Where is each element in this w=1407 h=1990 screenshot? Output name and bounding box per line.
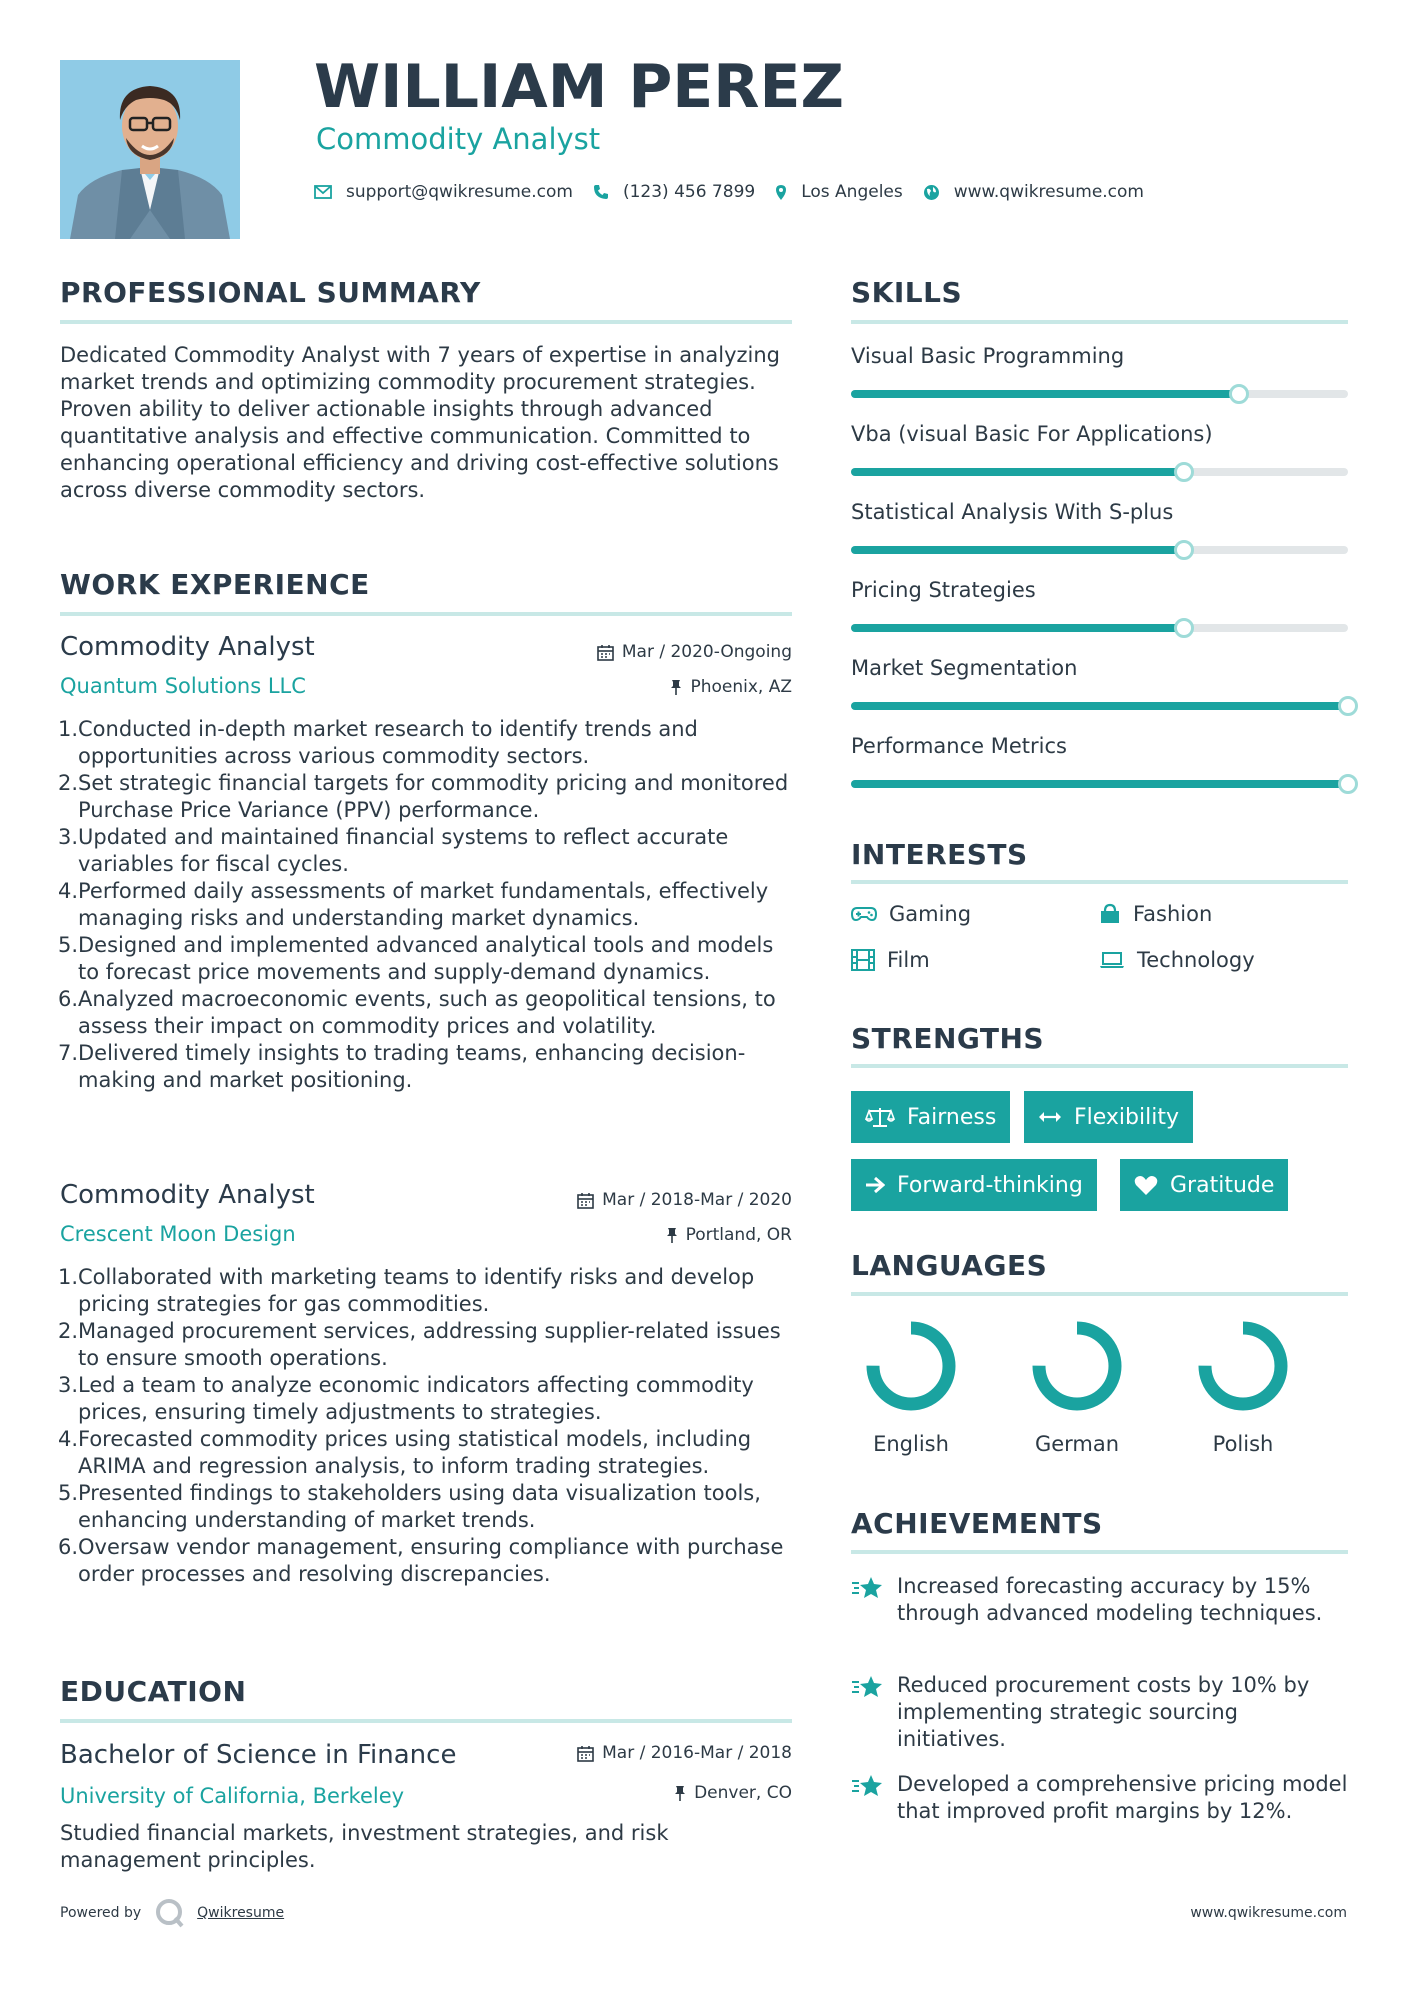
skill-label: Visual Basic Programming xyxy=(851,344,1125,368)
skill-label: Vba (visual Basic For Applications) xyxy=(851,422,1213,446)
skill-handle[interactable] xyxy=(1229,384,1249,404)
shooting-star-icon xyxy=(851,1674,883,1700)
skill-fill xyxy=(851,624,1184,632)
summary-text: Dedicated Commodity Analyst with 7 years of expertise in analyzing market trends and optimizing commodity procurement strategies. Proven ability to deliver actionable insights through advanced quantitative analysis and effective communication. Committed to enhancing operational efficiency and driving cost-effective solutions across diverse commodity sectors. xyxy=(60,343,780,502)
achievement-text: Increased forecasting accuracy by 15% through advanced modeling techniques. xyxy=(897,1574,1323,1625)
list-item: 4. Performed daily assessments of market fundamentals, effectively managing risks and understanding market dynamics. xyxy=(58,879,769,930)
skill-handle[interactable] xyxy=(1174,540,1194,560)
candidate-title: Commodity Analyst xyxy=(316,122,601,156)
skill-bar xyxy=(851,624,1348,632)
strength-badge-fairness xyxy=(851,1091,1010,1143)
list-item: 6. Analyzed macroeconomic events, such as geopolitical tensions, to assess their impact on commodity prices and volatility. xyxy=(58,987,776,1038)
laptop-icon xyxy=(1099,951,1125,969)
list-item: 5. Presented findings to stakeholders using data visualization tools, enhancing understanding of market trends. xyxy=(58,1481,761,1532)
interest-label: Fashion xyxy=(1133,902,1213,926)
achievement-item xyxy=(851,1771,1348,1825)
strength-badge-flexibility xyxy=(1024,1091,1193,1143)
skill-bar xyxy=(851,702,1348,710)
education-divider xyxy=(60,1719,792,1723)
job-2-title: Commodity Analyst xyxy=(60,1180,315,1210)
education-school: University of California, Berkeley xyxy=(60,1784,405,1808)
education-description: Studied financial markets, investment strategies, and risk management principles. xyxy=(60,1821,669,1872)
shooting-star-icon xyxy=(851,1773,883,1799)
job-1-location-text: Phoenix, AZ xyxy=(690,677,792,697)
education-location xyxy=(674,1783,792,1803)
skill-label: Market Segmentation xyxy=(851,656,1078,680)
globe-icon xyxy=(923,184,940,201)
list-item: 1. Conducted in-depth market research to identify trends and opportunities across various commodity sectors. xyxy=(58,717,698,768)
location-text: Los Angeles xyxy=(801,182,903,202)
job-2-dates-text: Mar / 2018-Mar / 2020 xyxy=(602,1190,792,1210)
strength-label: Fairness xyxy=(907,1104,997,1130)
shooting-star-icon xyxy=(851,1575,883,1601)
summary-divider xyxy=(60,320,792,324)
email-text: support@qwikresume.com xyxy=(346,182,573,202)
gamepad-icon xyxy=(851,906,877,922)
job-2-location-text: Portland, OR xyxy=(685,1225,792,1245)
education-dates-text: Mar / 2016-Mar / 2018 xyxy=(602,1743,792,1763)
skill-handle[interactable] xyxy=(1338,774,1358,794)
calendar-icon xyxy=(577,1192,594,1209)
qwikresume-logo-icon xyxy=(155,1898,185,1928)
languages-divider xyxy=(851,1292,1348,1296)
contact-location xyxy=(775,182,903,202)
candidate-name: WILLIAM PEREZ xyxy=(314,52,844,122)
achievements-heading: ACHIEVEMENTS xyxy=(851,1507,1103,1540)
experience-heading: WORK EXPERIENCE xyxy=(60,568,370,601)
map-marker-icon xyxy=(775,184,787,201)
job-1-dates xyxy=(597,642,792,662)
job-1-location xyxy=(670,677,792,697)
list-item: 2. Set strategic financial targets for commodity pricing and monitored Purchase Price Variance (PPV) performance. xyxy=(58,771,789,822)
language-ring xyxy=(1029,1318,1125,1414)
interest-item-fashion xyxy=(1099,902,1212,926)
education-heading: EDUCATION xyxy=(60,1675,247,1708)
strengths-heading: STRENGTHS xyxy=(851,1022,1045,1055)
strength-label: Flexibility xyxy=(1074,1104,1179,1130)
list-item: 3. Updated and maintained financial systems to reflect accurate variables for fiscal cycles. xyxy=(58,825,729,876)
interests-heading: INTERESTS xyxy=(851,838,1028,871)
education-degree: Bachelor of Science in Finance xyxy=(60,1740,457,1770)
interests-divider xyxy=(851,880,1348,884)
language-progress-arc xyxy=(1205,1328,1281,1404)
language-item-german xyxy=(1017,1318,1137,1456)
interest-item-technology xyxy=(1099,948,1255,972)
contact-website[interactable] xyxy=(923,182,1144,202)
language-progress-arc xyxy=(873,1328,949,1404)
job-1-dates-text: Mar / 2020-Ongoing xyxy=(621,642,792,662)
job-2-location xyxy=(666,1225,792,1245)
job-1-company: Quantum Solutions LLC xyxy=(60,674,306,698)
list-item: 4. Forecasted commodity prices using statistical models, including ARIMA and regression analysis, to inform trading strategies. xyxy=(58,1427,752,1478)
phone-icon xyxy=(593,184,609,200)
film-icon xyxy=(851,949,875,971)
skill-handle[interactable] xyxy=(1338,696,1358,716)
language-ring xyxy=(1195,1318,1291,1414)
heart-icon xyxy=(1134,1175,1158,1196)
footer-url[interactable]: www.qwikresume.com xyxy=(1190,1905,1347,1921)
contact-phone[interactable] xyxy=(593,182,755,202)
job-1-items xyxy=(60,716,800,1094)
phone-text: (123) 456 7899 xyxy=(622,182,756,202)
skills-heading: SKILLS xyxy=(851,276,963,309)
list-item: 3. Led a team to analyze economic indicators affecting commodity prices, ensuring timely adjustments to strategies. xyxy=(58,1373,754,1424)
language-label: German xyxy=(1034,1432,1120,1456)
envelope-icon xyxy=(314,185,332,199)
language-item-polish xyxy=(1183,1318,1303,1456)
job-2-dates xyxy=(577,1190,792,1210)
experience-divider xyxy=(60,612,792,616)
achievement-text: Developed a comprehensive pricing model that improved profit margins by 12%. xyxy=(897,1772,1348,1823)
pin-icon xyxy=(666,1227,678,1244)
skills-divider xyxy=(851,320,1348,324)
interest-label: Gaming xyxy=(889,902,972,926)
skill-bar xyxy=(851,546,1348,554)
contact-bar xyxy=(314,178,1164,206)
job-2-items xyxy=(60,1264,800,1588)
powered-by-text: Powered by xyxy=(60,1905,142,1921)
skill-fill xyxy=(851,546,1184,554)
skill-label: Pricing Strategies xyxy=(851,578,1036,602)
calendar-icon xyxy=(577,1745,594,1762)
interest-item-gaming xyxy=(851,902,971,926)
skill-label: Performance Metrics xyxy=(851,734,1067,758)
pin-icon xyxy=(670,679,682,696)
skill-bar xyxy=(851,390,1348,398)
calendar-icon xyxy=(597,644,614,661)
skill-fill xyxy=(851,390,1239,398)
interest-label: Technology xyxy=(1137,948,1255,972)
skill-bar xyxy=(851,468,1348,476)
list-item: 1. Collaborated with marketing teams to identify risks and develop pricing strategies for gas commodities. xyxy=(58,1265,755,1316)
list-item: 7. Delivered timely insights to trading teams, enhancing decision-making and market positioning. xyxy=(58,1041,746,1092)
achievement-item xyxy=(851,1573,1348,1627)
skill-fill xyxy=(851,468,1184,476)
list-item: 5. Designed and implemented advanced analytical tools and models to forecast price movements and supply-demand dynamics. xyxy=(58,933,774,984)
languages-heading: LANGUAGES xyxy=(851,1249,1048,1282)
profile-photo xyxy=(60,60,240,239)
strength-label: Forward-thinking xyxy=(897,1172,1083,1198)
skill-bar xyxy=(851,780,1348,788)
education-dates xyxy=(577,1743,792,1763)
skill-label: Statistical Analysis With S-plus xyxy=(851,500,1174,524)
job-1-title: Commodity Analyst xyxy=(60,632,315,662)
website-text: www.qwikresume.com xyxy=(953,182,1144,202)
education-location-text: Denver, CO xyxy=(694,1783,792,1803)
skill-fill xyxy=(851,780,1348,788)
list-item: 2. Managed procurement services, addressing supplier-related issues to ensure smooth operations. xyxy=(58,1319,781,1370)
strengths-divider xyxy=(851,1064,1348,1068)
shopping-bag-icon xyxy=(1099,903,1121,925)
strength-badge-forward-thinking xyxy=(851,1159,1097,1211)
achievement-item xyxy=(851,1672,1348,1753)
skill-fill xyxy=(851,702,1348,710)
footer-powered-by xyxy=(60,1898,284,1928)
summary-heading: PROFESSIONAL SUMMARY xyxy=(60,276,481,309)
language-label: English xyxy=(873,1432,949,1456)
pin-icon xyxy=(674,1785,686,1802)
language-item-english xyxy=(851,1318,971,1456)
achievement-text: Reduced procurement costs by 10% by implementing strategic sourcing initiatives. xyxy=(897,1673,1310,1751)
strength-label: Gratitude xyxy=(1170,1172,1275,1198)
interest-item-film xyxy=(851,948,930,972)
language-progress-arc xyxy=(1039,1328,1115,1404)
interest-label: Film xyxy=(887,948,930,972)
skill-handle[interactable] xyxy=(1174,462,1194,482)
job-2-company: Crescent Moon Design xyxy=(60,1222,296,1246)
balance-scale-icon xyxy=(865,1106,895,1128)
arrow-right-icon xyxy=(865,1176,885,1194)
list-item: 6. Oversaw vendor management, ensuring compliance with purchase order processes and resolving discrepancies. xyxy=(58,1535,784,1586)
language-ring xyxy=(863,1318,959,1414)
arrows-horizontal-icon xyxy=(1038,1110,1062,1124)
achievements-divider xyxy=(851,1550,1348,1554)
skill-handle[interactable] xyxy=(1174,618,1194,638)
footer-brand-link[interactable]: Qwikresume xyxy=(197,1905,285,1921)
strength-badge-gratitude xyxy=(1120,1159,1288,1211)
contact-email[interactable] xyxy=(314,182,573,202)
language-label: Polish xyxy=(1212,1432,1274,1456)
